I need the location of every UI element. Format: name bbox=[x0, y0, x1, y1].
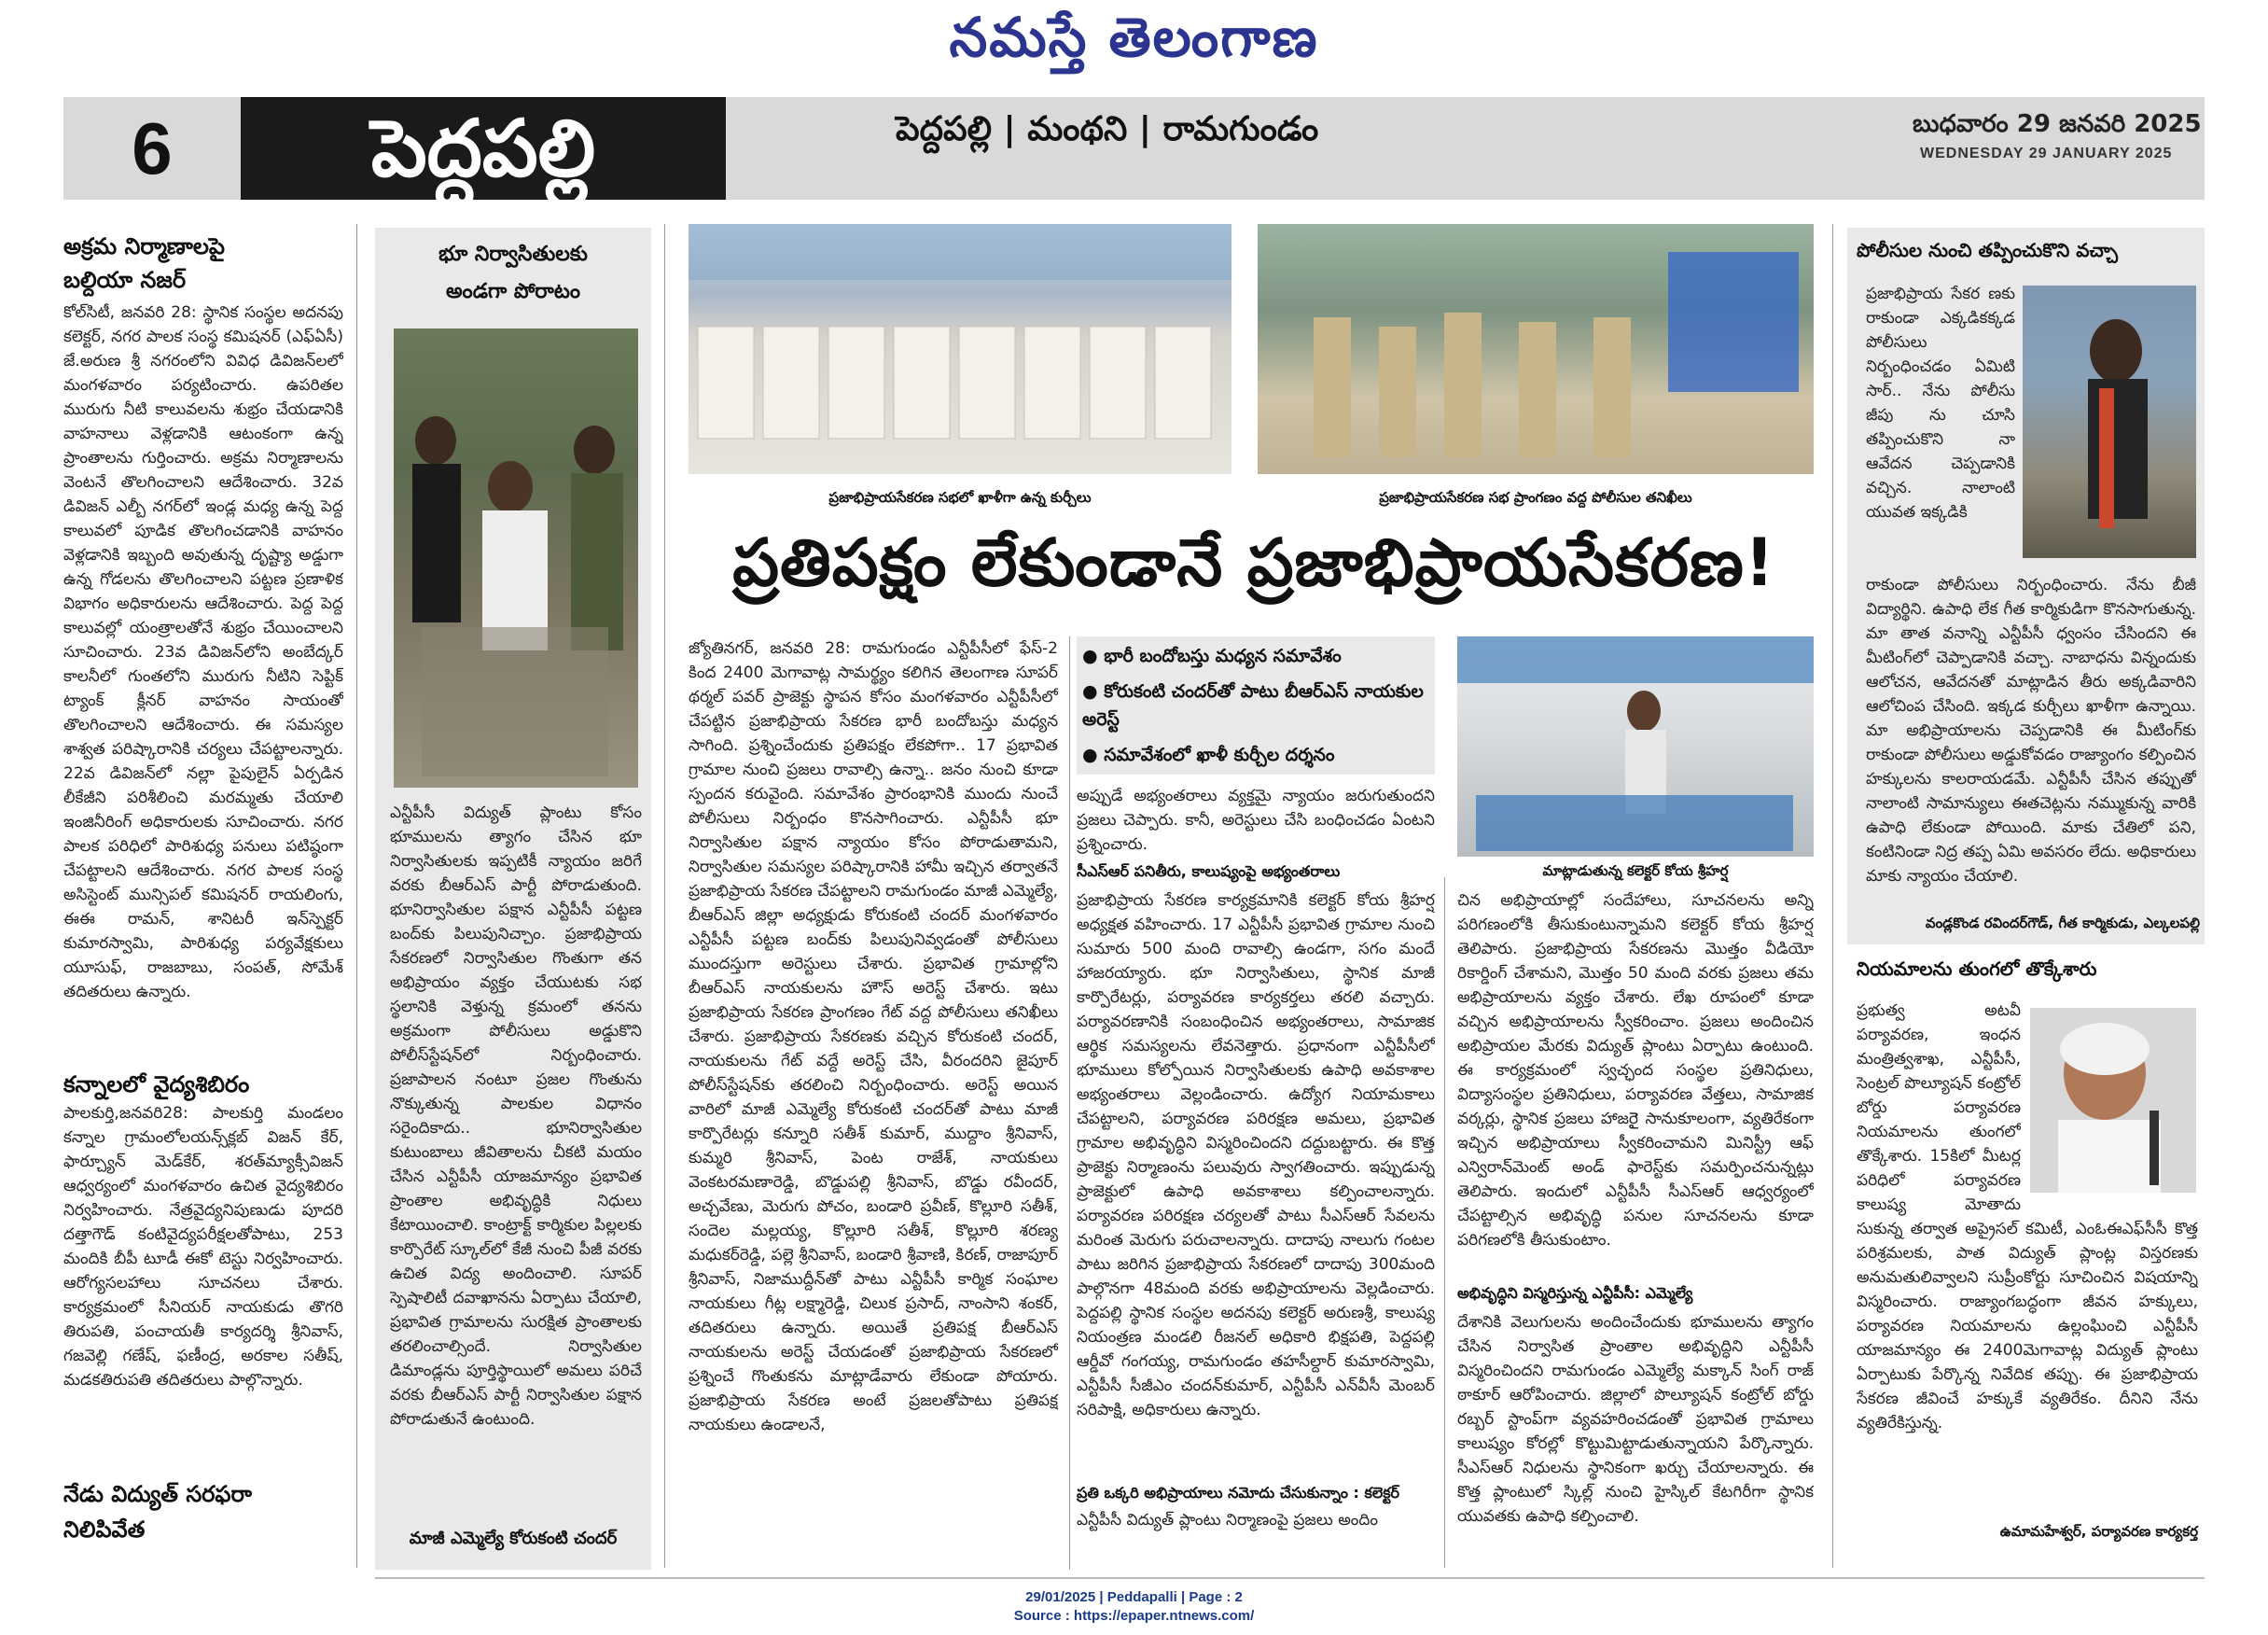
masthead-logo: నమస్తే తెలంగాణ bbox=[949, 6, 1319, 69]
date-english: WEDNESDAY 29 JANUARY 2025 bbox=[1920, 146, 2173, 161]
date-telugu: బుధవారం 29 జనవరి 2025 bbox=[1913, 110, 2202, 138]
right-story2-signature: ఉమామహేశ్వర్, పర్యావరణ కార్యకర్త bbox=[1999, 1523, 2198, 1540]
subhead-collector: ప్రతి ఒక్కరి అభిప్రాయాలు నమోదు చేసుకున్నాం : కలెక్టర్ bbox=[1077, 1484, 1400, 1502]
caption-collector: మాట్లాడుతున్న కలెక్టర్ కోయ శ్రీహర్ష bbox=[1542, 862, 1729, 879]
section-title: పెద్దపల్లి bbox=[241, 97, 726, 200]
main-headline: ప్రతిపక్షం లేకుండానే ప్రజాభిప్రాయసేకరణ! bbox=[732, 524, 1775, 601]
main-story-col1: జ్యోతినగర్, జనవరి 28: రామగుండం ఎన్టీపీసీలో ఫేస్-2 కింద 2400 మెగావాట్ల సామర్థ్యం కలిగిన తెలంగాణ సూపర్ థర్మల్ పవర్ ప్రాజెక్టు స్థాపన కోసం మంగళవారం ఎన్టీపీసీలో చేపట్టిన ప్రజాభిప్రాయ సేకరణ భారీ బందోబస్తు మధ్యన సాగింది. ప్రశ్నించేందుకు ప్రతిపక్షం లేకపోగా.. 17 ప్రభావిత గ్రామాల నుంచి ప్రజలు రావాల్సి ఉన్నా.. జనం నుంచి కూడా స్పందన కరువైంది. సమావేశం ప్రారంభానికి ముందు నుంచే పోలీసులు నిర్బంధం కొనసాగించారు. ఎన్టీపీసీ భూ నిర్వాసితుల పక్షాన న్యాయం కోసం పోరాడుతామని, నిర్వాసితుల సమస్యల పరిష్కారానికి హామీ ఇచ్చిన తర్వాతనే ప్రజాభిప్రాయ సేకరణ చేపట్టాలని రామగుండం మాజీ ఎమ్మెల్యే, బీఆర్ఎస్ జిల్లా అధ్యక్షుడు కోరుకంటి చందర్ మంగళవారం ఎన్టీపీసీ పట్టణ బంద్‌కు పిలుపునివ్వడంతో పోలీసులు ముందస్తుగా అరెస్టులు చేశారు. ప్రభావిత గ్రామాల్లోని బీఆర్ఎస్ నాయకులను హౌస్ అరెస్ట్ చేశారు. ఇటు ప్రజాభిప్రాయ సేకరణ ప్రాంగణం గేట్ వద్ద పోలీసులు తనిఖీలు చేశారు. ప్రజాభిప్రాయ సేకరణకు వచ్చిన కోరుకంటి చందర్, నాయకులను గేట్ వద్దే అరెస్ట్ చేసి, వీరందరిని జైపూర్ పోలీస్‌స్టేషన్‌కు తరలించి నిర్బంధించారు. అరెస్ట్ అయిన వారిలో మాజీ ఎమ్మెల్యే కోరుకంటి చందర్‌తో పాటు మాజీ కార్పొరేటర్లు కన్నూరి సతీశ్ కుమార్, ముద్దాం శ్రీనివాస్, కుమ్మరి శ్రీనివాస్, పెంట రాజేశ్, నాయకులు వెంకటరమణారెడ్డి, బొడ్డుపల్లి శ్రీనివాస్, బొడ్డు రవీందర్, అచ్చవేణు, మెరుగు పోచం, బండారి ప్రవీణ్, కొల్లూరి సతీశ్, సందెల మల్లయ్య, కొల్లూరి సతీశ్, కొల్లూరి శరణ్య మధుకర్‌రెడ్డి, పల్లె శ్రీనివాస్, బండారి శ్రీవాణి, కిరణ్, రాజాపూర్ శ్రీనివాస్, నిజాముద్దీన్‌తో పాటు ఎన్టీపీసీ కార్మిక సంఘాల నాయకులు గీట్ల లక్ష్మారెడ్డి, చిలుక ప్రసాద్, నాంసాని శంకర్, తదితరులు ఉన్నారు. అయితే ప్రతిపక్ష బీఆర్ఎస్ నాయకులను అరెస్ట్ చేయడంతో ప్రజాభిప్రాయ సేకరణలో ప్రశ్నించే గొంతుకను మాట్లాడేవారు లేకుండా పోయారు. ప్రజాభిప్రాయ సేకరణ అంటే ప్రజలతోపాటు ప్రతిపక్ష నాయకులు ఉండాలనే, bbox=[689, 639, 1058, 1434]
column2-signature: మాజీ ఎమ్మెల్యే కోరుకంటి చందర్ bbox=[409, 1529, 618, 1548]
story1-title-line2: బల్దియా నజర్ bbox=[63, 267, 187, 293]
subhead-mla: అభివృద్ధిని విస్మరిస్తున్న ఎన్టీపీసీ: ఎమ్మెల్యే bbox=[1457, 1284, 1693, 1302]
column-divider bbox=[1444, 877, 1445, 1568]
column-divider bbox=[1069, 636, 1070, 1570]
highlight-item: ● కోరుకంటి చందర్‌తో పాటు బీఆర్ఎస్ నాయకుల అరెస్ట్ bbox=[1082, 681, 1424, 730]
highlight-item: ● భారీ బందోబస్తు మధ్యన సమావేశం bbox=[1082, 646, 1342, 666]
right-story1-title: పోలీసుల నుంచి తప్పించుకొని వచ్చా bbox=[1857, 239, 2119, 261]
story1-title-line1: అక్రమ నిర్మాణాలపై bbox=[63, 233, 225, 259]
right-story2-body: సుకున్న తర్వాత అప్రైసల్ కమిటీ, ఎంఓఈఎఫ్‌సీసీ కొత్త పరిశ్రమలకు, పాత విద్యుత్ ప్లాంట్ల విస్తరణకు అనుమతులివ్వాలని సుప్రీంకోర్టు సూచించిన విషయాన్ని విస్మరించారు. రాజ్యాంగబద్ధంగా జీవన హక్కులు, పర్యావరణ నియమాలను ఉల్లంఘించి ఎన్టీపీసీ యాజమాన్యం ఈ 2400మెగావాట్ల విద్యుత్ ప్లాంటు ఏర్పాటుకు పేర్కొన్న నివేదిక తప్పు. ఈ ప్రజాభిప్రాయ సేకరణ జీవించే హక్కుకే వ్యతిరేకం. దీనిని నేను వ్యతిరేకిస్తున్న. bbox=[1857, 1220, 2198, 1432]
photo-empty-chairs bbox=[689, 224, 1231, 474]
highlight-item: ● సమావేశంలో ఖాళీ కుర్చీల దర్శనం bbox=[1082, 745, 1335, 765]
photo-environmentalist bbox=[2030, 1008, 2196, 1193]
column2-body: ఎన్టీపీసీ విద్యుత్ ప్లాంటు కోసం భూములను త్యాగం చేసిన భూ నిర్వాసితులకు ఇప్పటికీ న్యాయం జరిగే వరకు బీఆర్ఎస్ పార్టీ పోరాడుతుంది. భూనిర్వాసితుల పక్షాన ఎన్టీపీసీ పట్టణ బంద్‌కు పిలుపునిచ్చాం. ప్రజాభిప్రాయ సేకరణలో నిర్వాసితుల గొంతుగా తన అభిప్రాయం వ్యక్తం చేయుటకు సభ స్థలానికి వెళ్తున్న క్రమంలో తనను అక్రమంగా పోలీసులు అడ్డుకొని పోలీస్‌స్టేషన్‌లో నిర్బంధించారు. ప్రజాపాలన నంటూ ప్రజల గొంతును నొక్కుతున్న పాలకుల విధానం సరైందికాదు.. భూనిర్వాసితుల కుటుంబాలు జీవితాలను చీకటి మయం చేసిన ఎన్టీపీసీ యాజమాన్యం ప్రభావిత ప్రాంతాల అభివృద్ధికి నిధులు కేటాయించాలి. కాంట్రాక్ట్ కార్మికుల పిల్లలకు కార్పొరేట్ స్కూల్‌లో కేజీ నుంచి పీజీ వరకు ఉచిత విద్య అందించాలి. సూపర్ స్పెషాలిటీ దవాఖానను ఏర్పాటు చేయాలి, ప్రభావిత గ్రామాలను సురక్షిత ప్రాంతాలకు తరలించాల్సిందే. నిర్వాసితుల డిమాండ్లను పూర్తిస్థాయిలో అమలు పరిచే వరకు బీఆర్ఎస్ పార్టీ నిర్వాసితుల పక్షాన పోరాడుతునే ఉంటుంది. bbox=[390, 804, 642, 1429]
right-story1-signature: వండ్లకొండ రవిందర్‌గౌడ్, గీత కార్మికుడు, ఎల్కలపల్లి bbox=[1925, 915, 2200, 931]
photo-police-checks bbox=[1258, 224, 1814, 474]
story3-title-line1: నేడు విద్యుత్ సరఫరా bbox=[63, 1481, 252, 1507]
caption-empty-chairs: ప్రజాభిప్రాయసేకరణ సభలో ఖాళీగా ఉన్న కుర్చీలు bbox=[828, 489, 1092, 506]
column2-title-line2: అండగా పోరాటం bbox=[445, 280, 581, 303]
column-divider bbox=[356, 224, 357, 1568]
photo-toddy-worker bbox=[2023, 286, 2196, 558]
caption-police-checks: ప్రజాభిప్రాయసేకరణ సభ ప్రాంగణం వద్ద పోలీసుల తనిఖీలు bbox=[1379, 489, 1692, 506]
main-story-col2-tail: ఎన్టీపీసీ విద్యుత్ ప్లాంటు నిర్మాణంపై ప్రజలు అందిం bbox=[1077, 1511, 1379, 1530]
footer-rule bbox=[375, 1577, 2205, 1579]
photo-collector bbox=[1457, 636, 1814, 857]
subhead-csr: సీఎస్ఆర్ పనితీరు, కాలుష్యంపై అభ్యంతరాలు bbox=[1077, 862, 1341, 880]
story2-title: కన్నాలలో వైద్యశిబిరం bbox=[63, 1071, 250, 1097]
column-divider bbox=[664, 224, 665, 1568]
main-story-col2-body: ప్రజాభిప్రాయ సేకరణ కార్యక్రమానికి కలెక్టర్ కోయ శ్రీహర్ష అధ్యక్షత వహించారు. 17 ఎన్టీపీసీ ప్రభావిత గ్రామాల నుంచి సుమారు 500 మంది రావాల్సి ఉండగా, సగం మందే హాజరయ్యారు. భూ నిర్వాసితులు, స్థానిక మాజీ కార్పొరేటర్లు, పర్యావరణ కార్యకర్తలు తరలి వచ్చారు. పర్యావరణానికి సంబంధించిన అభ్యంతరాలు, సామాజిక ఆర్థిక సమస్యలను లేవనెత్తారు. ప్రధానంగా ఎన్టీపీసీలో భూములు కోల్పోయిన నిర్వాసితులకు ఉపాధి అవకాశాల అభ్యంతరాలు వెల్లండించారు. ఉద్యోగ నియామకాలు చేపట్టాలని, పర్యావరణ పరిరక్షణ అమలు, ప్రభావిత గ్రామాల అభివృద్ధిని విస్మరించిందని దద్దుబట్టారు. ఈ కొత్త ప్రాజెక్టు నిర్మాణంను పలువురు స్వాగతించారు. ఇప్పుడున్న ప్రాజెక్టులో ఉపాధి అవకాశాలు కల్పించాలన్నారు. పర్యావరణ పరిరక్షణ చర్యలతో పాటు సీఎస్ఆర్ సేవలను మరింత మెరుగు పరుచాలన్నారు. దాదాపు నాలుగు గంటల పాటు జరిగిన ప్రజాభిప్రాయ సేకరణలో దాదాపు 300మంది పాల్గొనగా 48మంది వరకు అభిప్రాయాలను వెల్లడించారు. పెద్దపల్లి స్థానిక సంస్థల అదనపు కలెక్టర్ అరుణశ్రీ, కాలుష్య నియంత్రణ మండలి రీజనల్ అధికారి భిక్షపతి, పెద్దపల్లి ఆర్డీవో గంగయ్య, రామగుండం తహసీల్దార్ కుమారస్వామి, ఎన్టీపీసీ సీజీఎం చందన్‌కుమార్, ఎన్టీపీసీ ఎన్‌వీసీ మెంబర్ సరిపాక్షి, అధికారులు ఉన్నారు. bbox=[1077, 891, 1435, 1419]
footer bbox=[0, 1588, 2268, 1626]
footer-source: Source : https://epaper.ntnews.com/ bbox=[1013, 1608, 1255, 1624]
page-number: 6 bbox=[132, 107, 173, 189]
right-story1-body: రాకుండా పోలీసులు నిర్బంధించారు. నేను బీజీ విద్యార్థిని. ఉపాధి లేక గీత కార్మికుడిగా కొనసాగుతున్న. మా తాత వనాన్ని ఎన్టీపీసీ ధ్వంసం చేసిందని ఈ మీటింగ్‌లో చెప్పాడానికి వచ్చా. నాబాధను విన్నందుకు ఆలోచన, ఆవేదనతో మాట్లాడిన తీరు అక్కడివారిని ఆలోచింప చేసింది. ఇక్కడ కుర్చీలు ఖాళీగా ఉన్నాయి. మా అభిప్రాయాలను చెప్పడానికి ఈ మీటింగ్‌కు రాకుండా పోలీసులు అడ్డుకోవడం రాజ్యాంగం కల్పించిన హక్కులను కాలరాయడమే. ఎన్టీపీసీ చేసిన తప్పుతో నాలాంటి సామాన్యులు ఈతచెట్లను నమ్ముకున్న వారికి ఉపాధి లేకుండా పోయింది. మాకు చేతిలో పని, కంటినిండా నిద్ర తప్ప ఏమి అవసరం లేదు. అధికారులు మాకు న్యాయం చేయాలి. bbox=[1866, 576, 2196, 886]
story3-title-line2: నిలిపివేత bbox=[63, 1516, 146, 1543]
story1-body: కోల్‌సిటీ, జనవరి 28: స్థానిక సంస్థల అదనపు కలెక్టర్, నగర పాలక సంస్థ కమిషనర్ (ఎఫ్‌ఏసీ) జే.అరుణ శ్రీ నగరంలోని వివిధ డివిజన్‌లలో మంగళవారం పర్యటించారు. ఉపరితల మురుగు నీటి కాలువలను శుభ్రం చేయడానికి వాహనాలు వెళ్లడానికి ఆటంకంగా ఉన్న ప్రాంతాలను గుర్తించారు. అక్రమ నిర్మాణాలను వెంటనే తొలగించాలని ఆదేశించారు. 32వ డివిజన్ ఎల్బీ నగర్‌లో ఇండ్ల మధ్య ఉన్న పెద్ద కాలువలో పూడిక తొలగించడానికి వాహనం వెళ్లడానికి ఇబ్బంది అవుతున్న దృష్ట్యా అడ్డుగా ఉన్న గోడలను తొలగించాలని పట్టణ ప్రణాళిక విభాగం అధికారులను ఆదేశించారు. పెద్ద పెద్ద కాలువల్లో యంత్రాలతోనే శుభ్రం చేయించాలని సూచించారు. 23వ డివిజన్‌లోని అంబేద్కర్ కాలనీలో గుంతలోని మురుగు నీటిని సెప్టిక్ ట్యాంక్ క్లీనర్ వాహనం సాయంతో తొలగించాలని ఆదేశించారు. ఈ సమస్యల శాశ్వత పరిష్కారానికి చర్యలు చేపట్టాలన్నారు. 22వ డివిజన్‌లో నల్లా పైపులైన్ ఏర్పడిన లీకేజీని పరిశీలించి మరమ్మతు చేయాలి ఇంజినీరింగ్ అధికారులకు సూచించారు. నగర పాలక పరిధిలో పారిశుధ్య పనులు పటిష్ఠంగా చేపట్టాలని ఆదేశించారు. నగర పాలక సంస్థ అసిస్టెంట్ మున్సిపల్ కమిషనర్ రాయలింగు, ఈఈ రామన్, శానిటరీ ఇన్‌స్పెక్టర్ కుమారస్వామి, పారిశుధ్య పర్యవేక్షకులు యూసుఫ్, రాజబాబు, సంపత్, సోమేశ్ తదితరులు ఉన్నారు. bbox=[63, 303, 343, 1001]
story2-body: పాలకుర్తి,జనవరి28: పాలకుర్తి మండలం కన్నాల గ్రామంలోలయన్స్‌క్లబ్ విజన్ కేర్, ఫార్చ్యూన్ మెడ్‌కేర్, శరత్‌మ్యాక్సీవిజన్ ఆధ్వర్యంలో మంగళవారం ఉచిత వైద్యశిబిరం నిర్వహించారు. నేత్రవైద్యనిపుణుడు పూదరి దత్తాగౌడ్ కంటివైద్యపరీక్షలతోపాటు, 253 మందికి బీపీ టూడీ ఈకో టెస్టు నిర్వహించారు. ఆరోగ్యసలహాలు సూచనలు చేశారు. కార్యక్రమంలో సీనియర్ నాయకుడు తొగరి తిరుపతి, పంచాయతీ కార్యదర్శి శ్రీనివాస్, గజవెల్లి గణేష్, ఫణీంద్ర, అరకాల సతీష్, మడకతిరుపతి తదితరులు పాల్గొన్నారు. bbox=[63, 1104, 343, 1390]
main-story-col3-body: చిన అభిప్రాయాల్లో సందేహాలు, సూచనలను అన్ని పరిగణంలోకి తీసుకుంటున్నామని కలెక్టర్ కోయ శ్రీహర్ష తెలిపారు. ప్రజాభిప్రాయ సేకరణను మొత్తం వీడియో రికార్డింగ్ చేశామని, మొత్తం 50 మంది వరకు ప్రజలు తమ అభిప్రాయాలను వ్యక్తం చేశారు. లేఖ రూపంలో కూడా వచ్చిన అభిప్రాయాలను స్వీకరించాం. ప్రజలు అందించిన అభిప్రాయల మేరకు విద్యుత్ ప్లాంటు ఏర్పాటు ఉంటుంది. ఈ కార్యక్రమంలో స్వచ్ఛంద సంస్థల ప్రతినిధులు, విద్యాసంస్థల ప్రతినిధులు, పర్యావరణ వేత్తలు, సామాజిక వర్కర్లు, స్థానిక ప్రజలు హాజరైై సానుకూలంగా, వ్యతిరేకంగా ఇచ్చిన అభిప్రాయాలు స్వీకరించామని మినిస్ట్రీ ఆఫ్ ఎన్విరాన్‌మెంట్ అండ్ ఫారెస్ట్‌కు సమర్పించనున్నట్లు తెలిపారు. ఇందులో ఎన్టీపీసీ సీఎస్ఆర్ ఆధ్వర్యంలో చేపట్టాల్సిన అభివృద్ధి పనుల సూచనలను కూడా పరిగణలోకి తీసుకుంటాం. bbox=[1457, 891, 1814, 1250]
right-story1-lead: ప్రజాభిప్రాయ సేకర ణకు రాకుండా ఎక్కడికక్కడ పోలీసులు నిర్బంధించడం ఏమిటి సార్.. నేను పోలీసు జీపు ను చూసి తప్పించుకొని నా ఆవేదన చెప్పడానికి వచ్చిన. నాలాంటి యువత ఇక్కడికి bbox=[1866, 285, 2015, 522]
left-column bbox=[63, 230, 343, 1573]
photo-arrest bbox=[394, 328, 638, 788]
highlights-list bbox=[1082, 642, 1429, 776]
column2-title-line1: భూ నిర్వాసితులకు bbox=[438, 243, 588, 266]
right-story2-lead: ప్రభుత్వ అటవీ పర్యావరణ, ఇంధన మంత్రిత్వశాఖ, ఎన్టీపీసీ, సెంట్రల్ పొల్యూషన్ కంట్రోల్ బోర్డు పర్యావరణ నియమాలను తుంగలో తొక్కేశారు. 15కిలో మీటర్ల పరిధిలో పర్యావరణ కాలుష్య మోతాదు bbox=[1857, 1001, 2021, 1214]
main-story-col2-lead: అప్పుడే అభ్యంతరాలు వ్యక్తమై న్యాయం జరుగుతుందని ప్రజలు చెప్పారు. కానీ, అరెస్టులు చేసి బంధించడం ఏంటని ప్రశ్నించారు. bbox=[1077, 787, 1435, 854]
column-divider bbox=[1832, 224, 1833, 1568]
right-story2-title: నియమాలను తుంగలో తొక్కేశారు bbox=[1857, 957, 2097, 980]
section-towns: పెద్దపల్లి | మంథని | రామగుండం bbox=[896, 110, 1319, 148]
main-story-col3-tail: దేశానికి వెలుగులను అందించేందుకు భూములను త్యాగం చేసిన నిర్వాసిత ప్రాంతాల అభివృద్ధిని ఎన్టీపీసీ విస్మరించిందని రామగుండం ఎమ్మెల్యే మక్కాన్ సింగ్ రాజ్ ఠాకూర్ ఆరోపించారు. జిల్లాలో పొల్యూషన్ కంట్రోల్ బోర్డు రబ్బర్ స్టాంప్‌గా వ్యవహరించడంతో ప్రభావిత గ్రామాలు కాలుష్యం కోరల్లో కొట్టుమిట్టాడుతున్నాయని పేర్కొన్నారు. సీఎస్ఆర్ నిధులను స్థానికంగా ఖర్చు చేయాలన్నారు. ఈ కొత్త ప్లాంటులో స్కిల్ల్ నుంచి హైస్కిల్ కేటగిరీగా స్థానిక యువతకు ఉపాధి కల్పించాలి. bbox=[1457, 1313, 1814, 1526]
footer-date-page: 29/01/2025 | Peddapalli | Page : 2 bbox=[1025, 1589, 1243, 1605]
